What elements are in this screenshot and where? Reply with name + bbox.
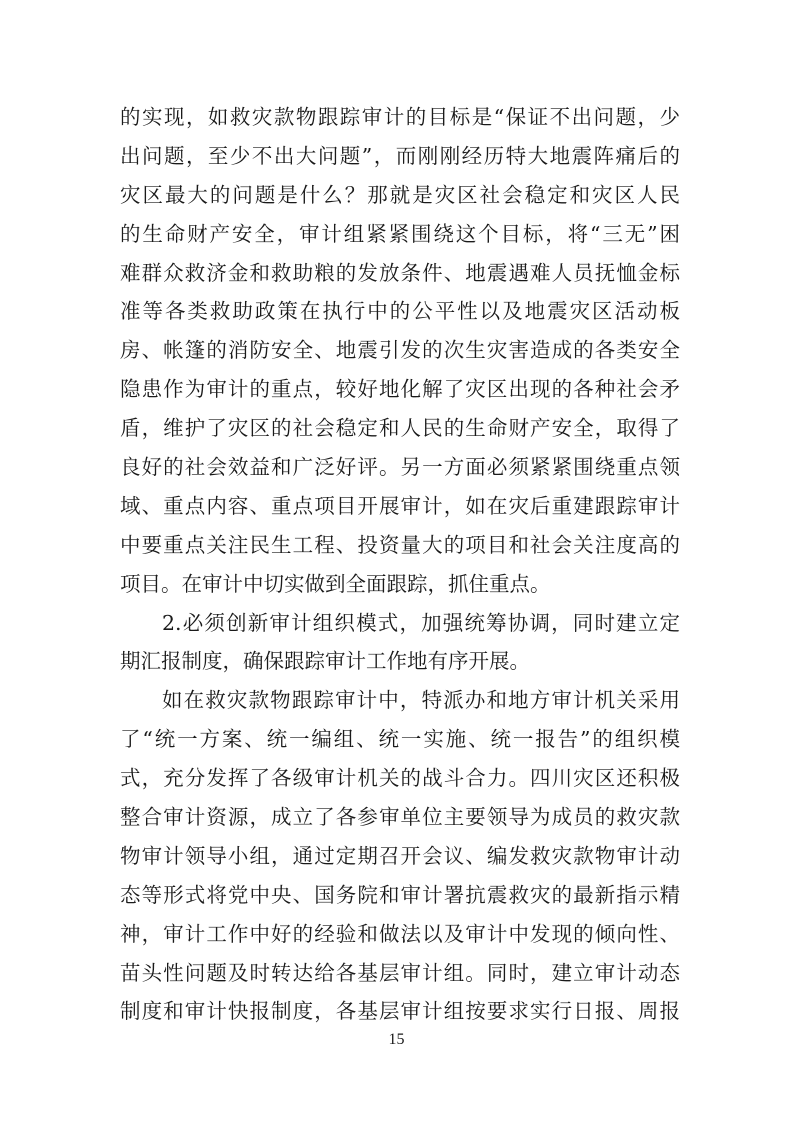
text-line: 态等形式将党中央、国务院和审计署抗震救灾的最新指示精 (120, 882, 680, 907)
text-line: 2.必须创新审计组织模式，加强统筹协调，同时建立定 (162, 610, 680, 635)
text-line: 期汇报制度，确保跟踪审计工作地有序开展。 (120, 649, 530, 674)
text-line: 盾，维护了灾区的社会稳定和人民的生命财产安全，取得了 (120, 416, 680, 441)
text-line: 项目。在审计中切实做到全面跟踪，抓住重点。 (120, 571, 551, 596)
text-line: 房、帐篷的消防安全、地震引发的次生灾害造成的各类安全 (120, 338, 680, 363)
text-line: 中要重点关注民生工程、投资量大的项目和社会关注度高的 (120, 532, 680, 557)
text-line: 如在救灾款物跟踪审计中，特派办和地方审计机关采用 (162, 688, 680, 713)
text-line: 灾区最大的问题是什么？那就是灾区社会稳定和灾区人民 (120, 182, 680, 207)
text-line: 制度和审计快报制度，各基层审计组按要求实行日报、周报 (120, 999, 680, 1024)
text-line: 出问题，至少不出大问题”，而刚刚经历特大地震阵痛后的 (120, 143, 680, 168)
text-line: 了“统一方案、统一编组、统一实施、统一报告”的组织模 (120, 727, 680, 752)
text-line: 物审计领导小组，通过定期召开会议、编发救灾款物审计动 (120, 843, 680, 868)
text-line: 式，充分发挥了各级审计机关的战斗合力。四川灾区还积极 (120, 766, 680, 791)
text-line: 准等各类救助政策在执行中的公平性以及地震灾区活动板 (120, 299, 680, 324)
text-line: 苗头性问题及时转达给各基层审计组。同时，建立审计动态 (120, 960, 680, 985)
text-line: 良好的社会效益和广泛好评。另一方面必须紧紧围绕重点领 (120, 455, 680, 480)
text-line: 的实现，如救灾款物跟踪审计的目标是“保证不出问题，少 (120, 105, 680, 129)
body-text (120, 98, 680, 1031)
text-line: 难群众救济金和救助粮的发放条件、地震遇难人员抚恤金标 (120, 260, 680, 285)
page-number: 15 (388, 1031, 405, 1048)
text-line: 域、重点内容、重点项目开展审计，如在灾后重建跟踪审计 (120, 493, 680, 518)
text-line: 神，审计工作中好的经验和做法以及审计中发现的倾向性、 (120, 921, 680, 946)
text-line: 的生命财产安全，审计组紧紧围绕这个目标，将“三无”困 (120, 221, 680, 246)
text-line: 隐患作为审计的重点，较好地化解了灾区出现的各种社会矛 (120, 377, 680, 402)
text-line: 整合审计资源，成立了各参审单位主要领导为成员的救灾款 (120, 805, 680, 830)
